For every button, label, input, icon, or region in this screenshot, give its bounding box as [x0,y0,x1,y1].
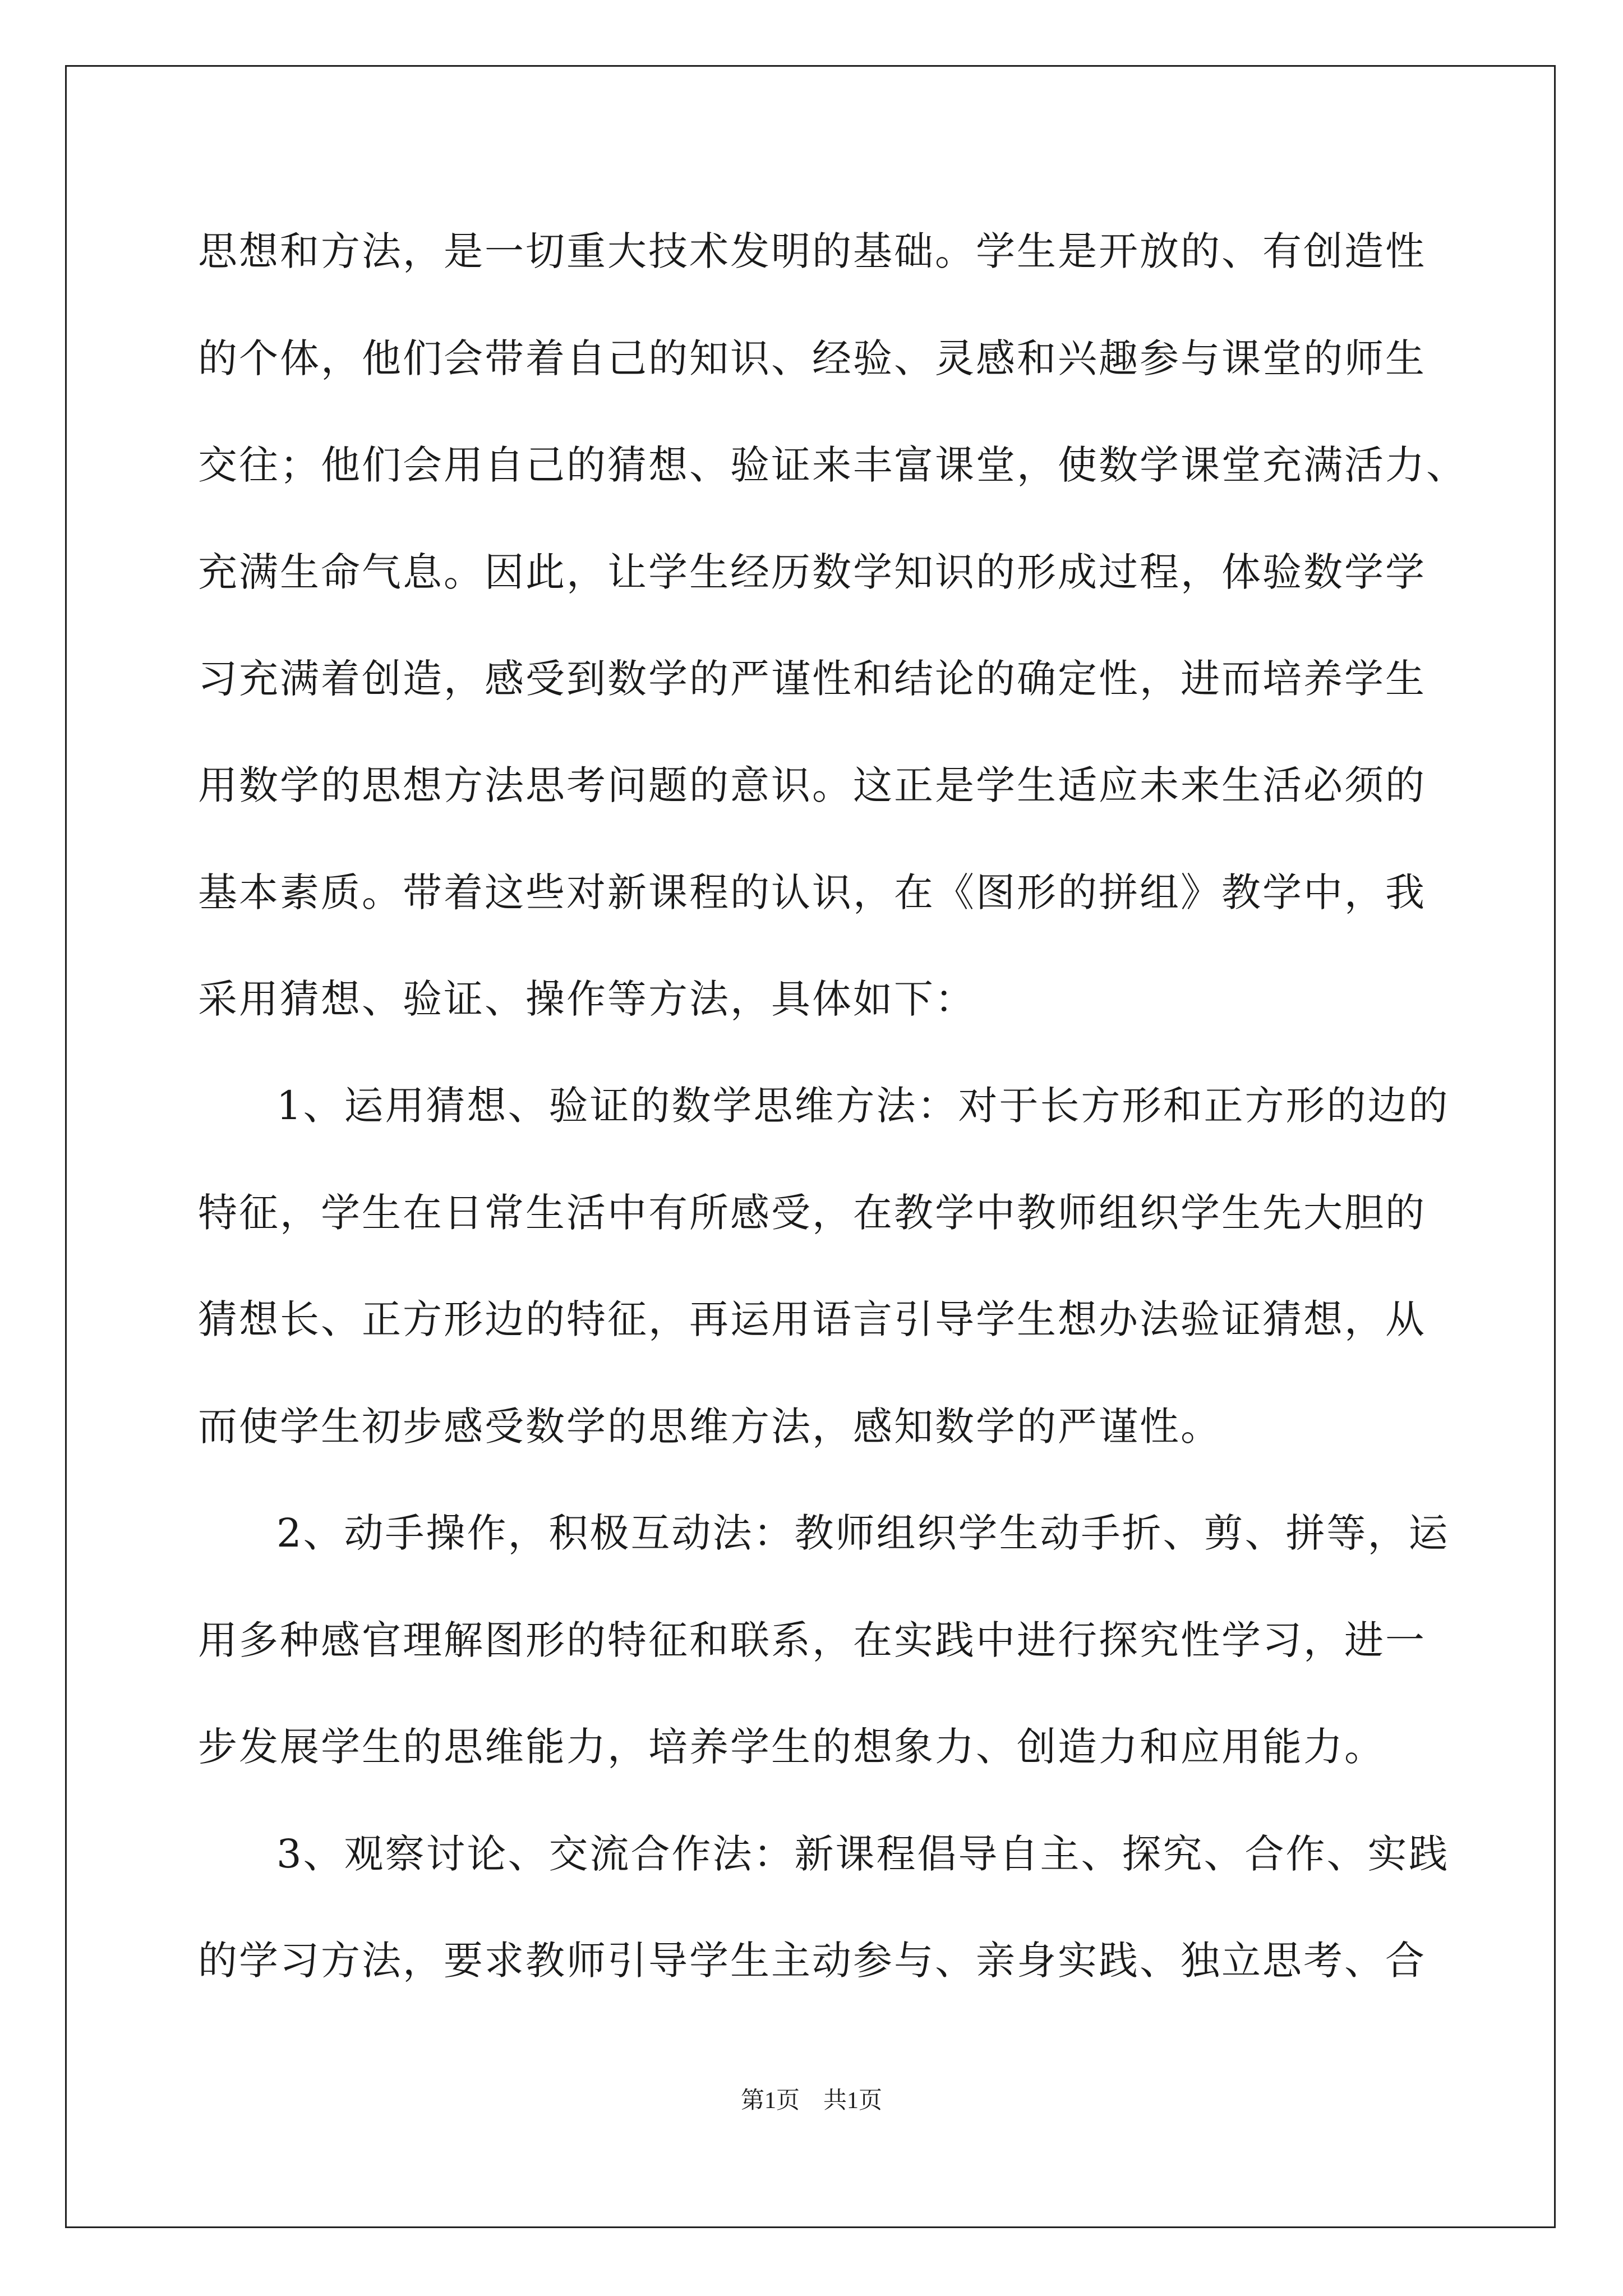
text-line: 猜想长、正方形边的特征，再运用语言引导学生想办法验证猜想，从 [198,1296,1426,1342]
text-line: 采用猜想、验证、操作等方法，具体如下： [198,976,976,1022]
paragraph-3-start: 3、观察讨论、交流合作法：新课程倡导自主、探究、合作、实践 [276,1831,1450,1877]
text-line: 特征，学生在日常生活中有所感受，在教学中教师组织学生先大胆的 [198,1190,1426,1236]
text-line: 的学习方法，要求教师引导学生主动参与、亲身实践、独立思考、合 [198,1938,1426,1984]
text-line: 充满生命气息。因此，让学生经历数学知识的形成过程，体验数学学 [198,549,1426,595]
paragraph-1-start: 1、运用猜想、验证的数学思维方法：对于长方形和正方形的边的 [276,1083,1450,1129]
text-line: 思想和方法，是一切重大技术发明的基础。学生是开放的、有创造性 [198,228,1426,274]
text-line: 的个体，他们会带着自己的知识、经验、灵感和兴趣参与课堂的师生 [198,335,1426,381]
page-border [65,65,1556,2228]
text-line: 步发展学生的思维能力，培养学生的想象力、创造力和应用能力。 [198,1724,1385,1770]
text-line: 用多种感官理解图形的特征和联系，在实践中进行探究性学习，进一 [198,1617,1426,1663]
paragraph-2-start: 2、动手操作，积极互动法：教师组织学生动手折、剪、拼等，运 [276,1510,1450,1556]
text-line: 用数学的思想方法思考问题的意识。这正是学生适应未来生活必须的 [198,762,1426,808]
text-line: 基本素质。带着这些对新课程的认识，在《图形的拼组》教学中，我 [198,869,1426,915]
page-footer: 第1页 共1页 [740,2088,882,2114]
text-line: 交往；他们会用自己的猜想、验证来丰富课堂，使数学课堂充满活力、 [198,442,1467,488]
text-line: 而使学生初步感受数学的思维方法，感知数学的严谨性。 [198,1404,1221,1450]
text-line: 习充满着创造，感受到数学的严谨性和结论的确定性，进而培养学生 [198,656,1426,702]
